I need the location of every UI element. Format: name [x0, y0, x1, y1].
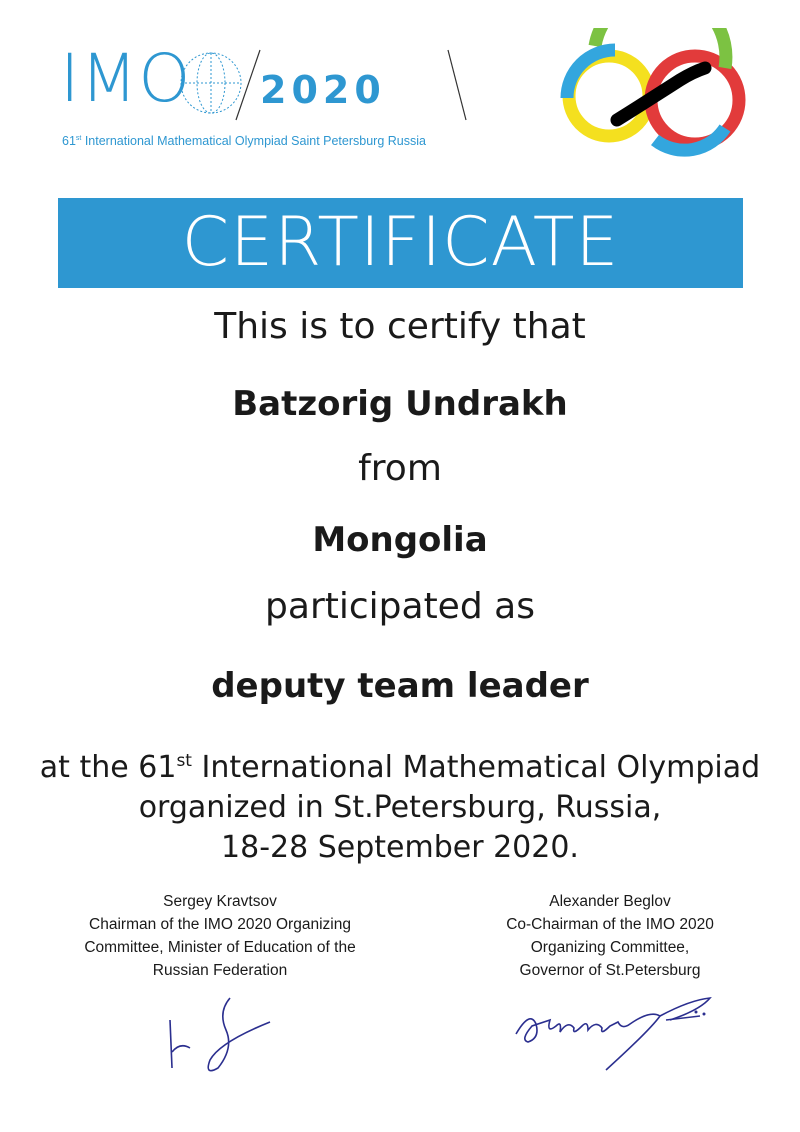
certificate-title: CERTIFICATE: [181, 203, 620, 282]
recipient-name: Batzorig Undrakh: [232, 384, 568, 424]
event-line-3: 18-28 September 2020.: [221, 830, 579, 865]
certify-line: This is to certify that: [214, 306, 586, 347]
participant-role: deputy team leader: [211, 666, 589, 706]
signatory-title-line: Chairman of the IMO 2020 Organizing: [89, 916, 351, 933]
imo-logo-text: IMO: [60, 40, 192, 117]
left-signatory: [50, 890, 390, 982]
right-signatory: [440, 890, 780, 982]
from-label: from: [358, 448, 442, 489]
signatory-title-line: Co-Chairman of the IMO 2020: [506, 916, 714, 933]
signatory-name: Sergey Kravtsov: [163, 893, 277, 910]
event-line-2: organized in St.Petersburg, Russia,: [138, 790, 662, 825]
signatory-title-line: Organizing Committee,: [530, 939, 690, 956]
logo-subtitle: 61st International Mathematical Olympiad Saint Petersburg Russia: [62, 134, 426, 148]
imo-2020-logo: [60, 40, 460, 150]
country-name: Mongolia: [312, 520, 488, 560]
signatory-title-line: Committee, Minister of Education of the: [84, 939, 356, 956]
infinity-rings-logo: [555, 28, 750, 160]
logo-year: 2020: [260, 68, 386, 112]
signatory-title-line: Governor of St.Petersburg: [519, 962, 701, 979]
certificate-banner: [58, 198, 743, 288]
event-line-1: at the 61st International Mathematical Olympiad: [39, 750, 761, 785]
signatory-title-line: Russian Federation: [152, 962, 288, 979]
right-signature: [510, 990, 730, 1080]
signatory-name: Alexander Beglov: [549, 893, 671, 910]
participated-label: participated as: [265, 586, 535, 627]
left-signature: [160, 990, 280, 1080]
